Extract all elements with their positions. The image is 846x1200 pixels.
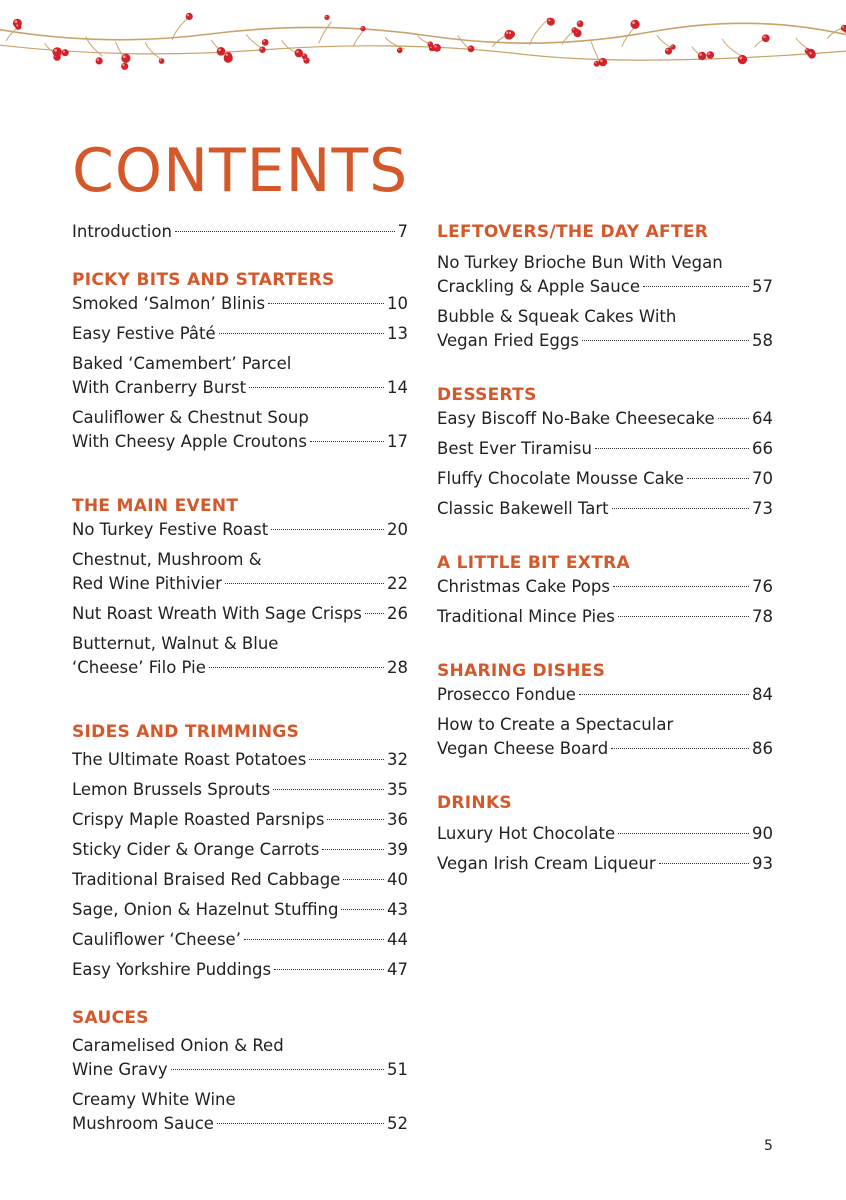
- berry-highlight: [226, 54, 228, 56]
- section-heading: DESSERTS: [437, 385, 537, 405]
- entry-title-line: Crispy Maple Roasted Parsnips: [72, 810, 325, 829]
- berry-icon: [547, 18, 555, 26]
- dot-leader: [613, 586, 749, 587]
- berry-icon: [468, 45, 475, 52]
- dot-leader: [209, 667, 384, 668]
- toc-entry[interactable]: [72, 352, 408, 400]
- toc-section-leftovers-the-day-after: [437, 220, 773, 353]
- berry-highlight: [16, 24, 18, 26]
- dot-leader: [309, 759, 384, 760]
- toc-entry[interactable]: [437, 575, 773, 599]
- berry-icon: [295, 49, 303, 57]
- berry-highlight: [325, 16, 327, 18]
- dot-leader: [249, 387, 384, 388]
- berry-highlight: [63, 50, 65, 52]
- dot-leader: [271, 529, 384, 530]
- twig: [385, 37, 404, 49]
- contents-right-column: [437, 220, 773, 876]
- berry-icon: [665, 48, 672, 55]
- entry-title-line: Butternut, Walnut & Blue: [72, 634, 279, 653]
- berry-icon: [96, 57, 103, 64]
- toc-entry[interactable]: [437, 822, 773, 846]
- toc-entry[interactable]: [72, 898, 408, 922]
- dot-leader: [612, 508, 749, 509]
- berry-icon: [259, 47, 265, 53]
- entry-title-line: The Ultimate Roast Potatoes: [72, 750, 307, 769]
- page-title: CONTENTS: [72, 136, 409, 206]
- toc-entry[interactable]: [72, 748, 408, 772]
- toc-entry[interactable]: [72, 406, 408, 454]
- entry-title-line: Sticky Cider & Orange Carrots: [72, 840, 320, 859]
- berry-highlight: [15, 20, 18, 23]
- berry-highlight: [97, 59, 99, 61]
- section-heading: SHARING DISHES: [437, 661, 606, 681]
- entry-title-line: Wine Gravy: [72, 1060, 168, 1079]
- dot-leader: [595, 448, 749, 449]
- dot-leader: [217, 1123, 384, 1124]
- entry-title-line: Traditional Braised Red Cabbage: [72, 870, 341, 889]
- dot-leader: [343, 879, 384, 880]
- berry-icon: [224, 52, 232, 60]
- dot-leader: [219, 333, 384, 334]
- entry-page-number: 43: [387, 900, 408, 919]
- entry-title-line: Red Wine Pithivier: [72, 574, 222, 593]
- entry-title-line: No Turkey Brioche Bun With Vegan: [437, 253, 723, 272]
- berry-icon: [360, 26, 365, 31]
- entry-title-line: Best Ever Tiramisu: [437, 439, 592, 458]
- dot-leader: [659, 863, 749, 864]
- berry-icon: [159, 58, 165, 64]
- dot-leader: [618, 833, 749, 834]
- berry-icon: [397, 48, 403, 54]
- berry-icon: [186, 13, 193, 20]
- berry-highlight: [54, 49, 57, 52]
- entry-title-line: Sage, Onion & Hazelnut Stuffing: [72, 900, 339, 919]
- berry-icon: [433, 44, 441, 52]
- berry-highlight: [842, 26, 844, 28]
- berry-highlight: [398, 49, 400, 51]
- berry-highlight: [708, 53, 710, 55]
- toc-section-a-little-bit-extra: [437, 551, 773, 629]
- berry-icon: [577, 20, 584, 27]
- entry-page-number: 86: [752, 739, 773, 758]
- toc-entry[interactable]: [437, 437, 773, 461]
- entry-page-number: 90: [752, 824, 773, 843]
- dot-leader: [171, 1069, 384, 1070]
- toc-section-intro: [72, 220, 408, 244]
- berry-highlight: [595, 62, 597, 64]
- toc-entry[interactable]: [437, 497, 773, 521]
- section-heading: A LITTLE BIT EXTRA: [437, 553, 630, 573]
- berry-highlight: [260, 48, 262, 50]
- entry-page-number: 13: [387, 324, 408, 343]
- entry-page-number: 14: [387, 378, 408, 397]
- berry-highlight: [303, 54, 305, 56]
- dot-leader: [268, 303, 384, 304]
- toc-entry[interactable]: [72, 1088, 408, 1136]
- entry-page-number: 22: [387, 574, 408, 593]
- twig: [246, 34, 260, 47]
- entry-title-line: No Turkey Festive Roast: [72, 520, 269, 539]
- dot-leader: [582, 340, 749, 341]
- toc-entry[interactable]: [437, 683, 773, 707]
- berry-icon: [738, 55, 747, 64]
- entry-page-number: 17: [387, 432, 408, 451]
- entry-title-line: Luxury Hot Chocolate: [437, 824, 616, 843]
- toc-section-picky-bits-and-starters: [72, 268, 408, 454]
- berry-highlight: [600, 59, 603, 62]
- berry-icon: [508, 31, 515, 38]
- toc-entry[interactable]: [72, 548, 408, 596]
- toc-entry[interactable]: [72, 778, 408, 802]
- entry-title-line: With Cheesy Apple Croutons: [72, 432, 307, 451]
- entry-title-line: Introduction: [72, 222, 172, 241]
- twig: [722, 39, 741, 56]
- dot-leader: [175, 231, 395, 232]
- berry-highlight: [666, 49, 668, 51]
- toc-entry[interactable]: [437, 407, 773, 431]
- berry-highlight: [806, 49, 808, 51]
- entry-page-number: 73: [752, 499, 773, 518]
- berry-highlight: [263, 40, 265, 42]
- twig: [319, 22, 332, 44]
- toc-entry[interactable]: [72, 868, 408, 892]
- entry-title-line: ‘Cheese’ Filo Pie: [72, 658, 206, 677]
- berry-highlight: [296, 51, 298, 53]
- berry-highlight: [187, 14, 189, 16]
- entry-title-line: Prosecco Fondue: [437, 685, 576, 704]
- dot-leader: [310, 441, 384, 442]
- entry-page-number: 66: [752, 439, 773, 458]
- entry-page-number: 7: [397, 222, 408, 241]
- berry-icon: [15, 23, 21, 29]
- entry-page-number: 76: [752, 577, 773, 596]
- entry-page-number: 64: [752, 409, 773, 428]
- entry-title-line: Bubble & Squeak Cakes With: [437, 307, 677, 326]
- entry-title-line: With Cranberry Burst: [72, 378, 247, 397]
- entry-title-line: Classic Bakewell Tart: [437, 499, 609, 518]
- dot-leader: [244, 939, 384, 940]
- toc-section-drinks: [437, 791, 773, 876]
- entry-title-line: How to Create a Spectacular: [437, 715, 674, 734]
- toc-entry[interactable]: [437, 852, 773, 876]
- berry-highlight: [809, 52, 811, 54]
- toc-entry[interactable]: [72, 1034, 408, 1082]
- toc-section-the-main-event: [72, 494, 408, 680]
- dot-leader: [611, 748, 749, 749]
- berry-highlight: [739, 57, 742, 60]
- entry-page-number: 36: [387, 810, 408, 829]
- entry-title-line: Vegan Fried Eggs: [437, 331, 579, 350]
- toc-entry[interactable]: [72, 958, 408, 982]
- entry-page-number: 47: [387, 960, 408, 979]
- entry-page-number: 58: [752, 331, 773, 350]
- entry-title-line: Fluffy Chocolate Mousse Cake: [437, 469, 684, 488]
- dot-leader: [274, 969, 384, 970]
- entry-page-number: 84: [752, 685, 773, 704]
- dot-leader: [687, 478, 749, 479]
- toc-section-desserts: [437, 383, 773, 521]
- dot-leader: [579, 694, 749, 695]
- berry-icon: [53, 47, 62, 56]
- entry-page-number: 26: [387, 604, 408, 623]
- entry-title-line: Lemon Brussels Sprouts: [72, 780, 271, 799]
- berry-icon: [121, 54, 130, 63]
- entry-page-number: 32: [387, 750, 408, 769]
- berry-highlight: [763, 36, 765, 38]
- entry-title-line: Nut Roast Wreath With Sage Crisps: [72, 604, 362, 623]
- berry-highlight: [429, 43, 431, 45]
- toc-section-sides-and-trimmings: [72, 720, 408, 982]
- toc-entry[interactable]: [72, 322, 408, 346]
- berry-icon: [631, 20, 640, 29]
- toc-entry[interactable]: [437, 467, 773, 491]
- contents-left-column: [72, 220, 408, 1136]
- berry-highlight: [699, 53, 702, 56]
- toc-entry[interactable]: [72, 292, 408, 316]
- berry-icon: [841, 25, 846, 32]
- toc-entry[interactable]: [437, 713, 773, 761]
- entry-title-line: Cauliflower ‘Cheese’: [72, 930, 241, 949]
- entry-title-line: Easy Biscoff No-Bake Cheesecake: [437, 409, 715, 428]
- toc-entry[interactable]: [72, 808, 408, 832]
- berry-icon: [262, 39, 269, 46]
- berry-icon: [762, 34, 770, 42]
- toc-entry[interactable]: [72, 602, 408, 626]
- entry-page-number: 93: [752, 854, 773, 873]
- berry-highlight: [573, 28, 575, 30]
- dot-leader: [225, 583, 384, 584]
- berry-highlight: [578, 22, 580, 24]
- entry-page-number: 28: [387, 658, 408, 677]
- entry-page-number: 52: [387, 1114, 408, 1133]
- toc-entry[interactable]: [72, 518, 408, 542]
- entry-title-line: Easy Festive Pâté: [72, 324, 216, 343]
- entry-title-line: Creamy White Wine: [72, 1090, 236, 1109]
- toc-entry[interactable]: [437, 305, 773, 353]
- section-heading: SAUCES: [72, 1008, 149, 1028]
- section-heading: SIDES AND TRIMMINGS: [72, 722, 300, 742]
- toc-entry[interactable]: [72, 838, 408, 862]
- berry-highlight: [123, 55, 126, 58]
- entry-title-line: Traditional Mince Pies: [437, 607, 615, 626]
- twig: [530, 21, 547, 45]
- toc-entry[interactable]: [437, 605, 773, 629]
- entry-title-line: Mushroom Sauce: [72, 1114, 214, 1133]
- berry-highlight: [469, 47, 471, 49]
- section-heading: DRINKS: [437, 793, 512, 813]
- dot-leader: [643, 286, 749, 287]
- berry-highlight: [632, 21, 635, 24]
- berry-highlight: [509, 32, 511, 34]
- berry-icon: [599, 58, 607, 66]
- entry-title-line: Caramelised Onion & Red: [72, 1036, 284, 1055]
- section-heading: THE MAIN EVENT: [72, 496, 239, 516]
- toc-entry[interactable]: [72, 220, 408, 244]
- toc-entry[interactable]: [437, 251, 773, 299]
- entry-title-line: Baked ‘Camembert’ Parcel: [72, 354, 292, 373]
- entry-title-line: Vegan Irish Cream Liqueur: [437, 854, 656, 873]
- entry-page-number: 35: [387, 780, 408, 799]
- berry-icon: [324, 15, 329, 20]
- dot-leader: [273, 789, 384, 790]
- berry-icon: [121, 63, 128, 70]
- entry-title-line: Christmas Cake Pops: [437, 577, 610, 596]
- page-number: 5: [764, 1138, 773, 1154]
- berry-highlight: [218, 49, 221, 52]
- entry-title-line: Cauliflower & Chestnut Soup: [72, 408, 309, 427]
- entry-page-number: 10: [387, 294, 408, 313]
- entry-title-line: Vegan Cheese Board: [437, 739, 609, 758]
- entry-page-number: 39: [387, 840, 408, 859]
- entry-page-number: 40: [387, 870, 408, 889]
- entry-page-number: 44: [387, 930, 408, 949]
- entry-page-number: 78: [752, 607, 773, 626]
- berry-highlight: [304, 58, 306, 60]
- entry-page-number: 70: [752, 469, 773, 488]
- dot-leader: [341, 909, 384, 910]
- entry-title-line: Chestnut, Mushroom &: [72, 550, 262, 569]
- berry-icon: [571, 27, 577, 33]
- entry-page-number: 57: [752, 277, 773, 296]
- dot-leader: [618, 616, 749, 617]
- berry-icon: [698, 52, 706, 60]
- berry-highlight: [361, 27, 363, 29]
- berry-branch-border: [0, 0, 846, 80]
- berry-icon: [428, 41, 434, 47]
- dot-leader: [327, 819, 384, 820]
- berry-icon: [217, 47, 226, 56]
- entry-title-line: Crackling & Apple Sauce: [437, 277, 640, 296]
- entry-page-number: 51: [387, 1060, 408, 1079]
- berry-highlight: [671, 45, 673, 47]
- toc-entry[interactable]: [72, 928, 408, 952]
- entry-page-number: 20: [387, 520, 408, 539]
- section-heading: PICKY BITS AND STARTERS: [72, 270, 335, 290]
- twig: [6, 28, 17, 41]
- berry-icon: [808, 51, 816, 59]
- berry-highlight: [160, 59, 162, 61]
- entry-title-line: Easy Yorkshire Puddings: [72, 960, 272, 979]
- dot-leader: [322, 849, 384, 850]
- dot-leader: [365, 613, 384, 614]
- toc-entry[interactable]: [72, 632, 408, 680]
- berry-highlight: [434, 45, 436, 47]
- berry-highlight: [548, 19, 550, 21]
- toc-section-sauces: [72, 1006, 408, 1136]
- section-heading: LEFTOVERS/THE DAY AFTER: [437, 222, 709, 242]
- berry-icon: [62, 49, 69, 56]
- dot-leader: [718, 418, 749, 419]
- berry-highlight: [122, 64, 124, 66]
- berry-icon: [707, 51, 715, 59]
- toc-section-sharing-dishes: [437, 659, 773, 761]
- berry-icon: [303, 57, 309, 63]
- entry-title-line: Smoked ‘Salmon’ Blinis: [72, 294, 266, 313]
